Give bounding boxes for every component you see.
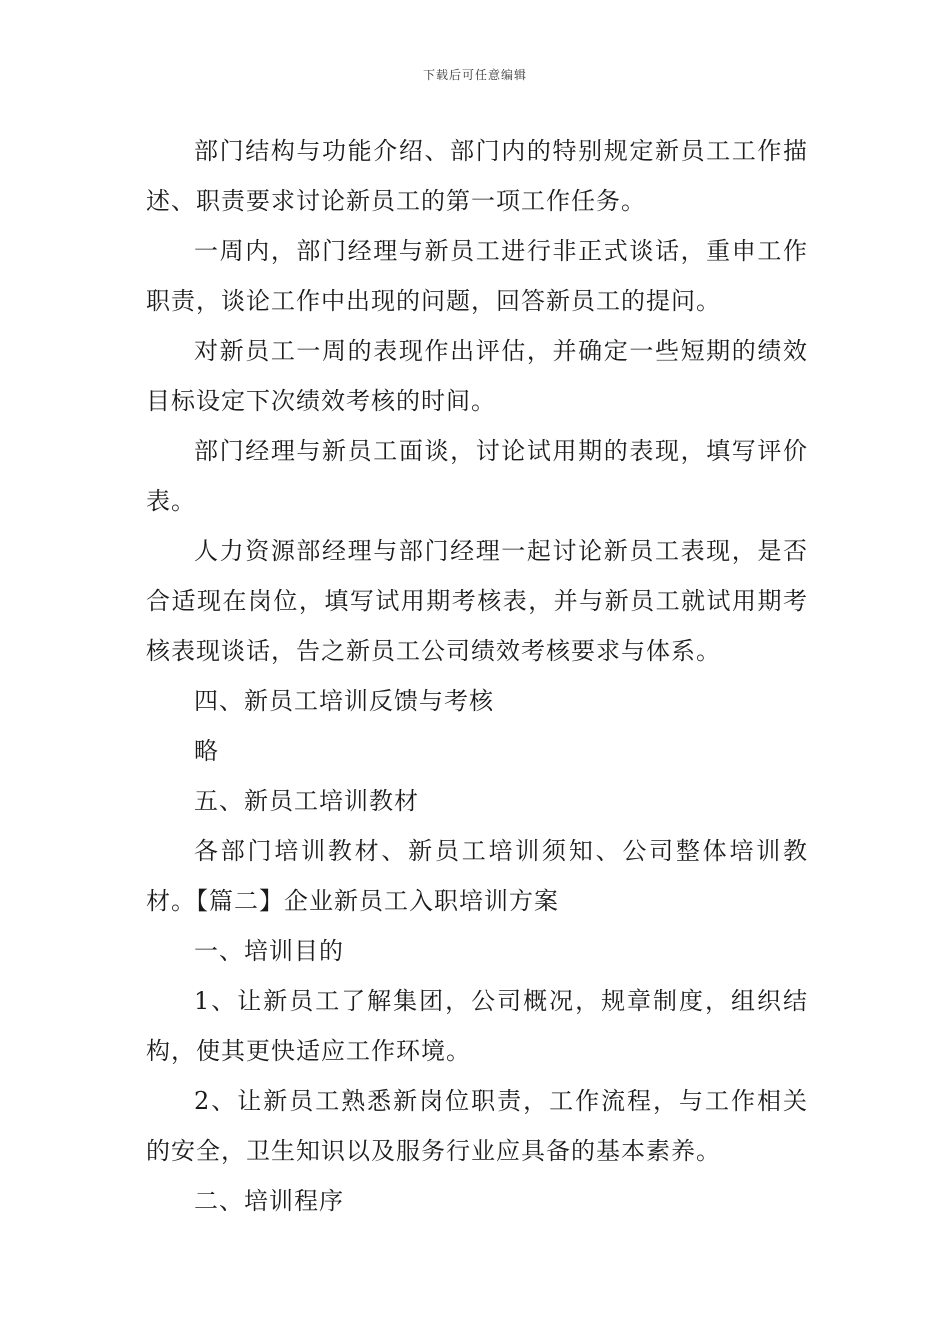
paragraph-omitted: 略 bbox=[194, 737, 219, 765]
paragraph-purpose-2: 2、让新员工熟悉新岗位职责，工作流程，与工作相关的安全，卫生知识以及服务行业应具备的基本素养。 bbox=[146, 1087, 808, 1165]
section-heading-purpose: 一、培训目的 bbox=[194, 937, 344, 965]
section-heading-feedback: 四、新员工培训反馈与考核 bbox=[194, 687, 494, 715]
paragraph-materials: 各部门培训教材、新员工培训须知、公司整体培训教材。【篇二】企业新员工入职培训方案 bbox=[146, 837, 808, 915]
paragraph-purpose-1: 1、让新员工了解集团，公司概况，规章制度，组织结构，使其更快适应工作环境。 bbox=[146, 987, 808, 1065]
paragraph-first-week-talk: 一周内，部门经理与新员工进行非正式谈话，重申工作职责，谈论工作中出现的问题，回答新员工的提问。 bbox=[146, 237, 808, 315]
paragraph-hr-discussion: 人力资源部经理与部门经理一起讨论新员工表现，是否合适现在岗位，填写试用期考核表，并与新员工就试用期考核表现谈话，告之新员工公司绩效考核要求与体系。 bbox=[146, 537, 808, 665]
header-note: 下载后可任意编辑 bbox=[422, 68, 527, 82]
section-heading-materials: 五、新员工培训教材 bbox=[194, 787, 419, 815]
document-body bbox=[146, 126, 808, 1226]
section-heading-procedure: 二、培训程序 bbox=[194, 1187, 344, 1215]
paragraph-dept-structure: 部门结构与功能介绍、部门内的特别规定新员工工作描述、职责要求讨论新员工的第一项工作任务。 bbox=[146, 137, 808, 215]
paragraph-probation-interview: 部门经理与新员工面谈，讨论试用期的表现，填写评价表。 bbox=[146, 437, 808, 515]
paragraph-week-evaluation: 对新员工一周的表现作出评估，并确定一些短期的绩效目标设定下次绩效考核的时间。 bbox=[146, 337, 808, 415]
